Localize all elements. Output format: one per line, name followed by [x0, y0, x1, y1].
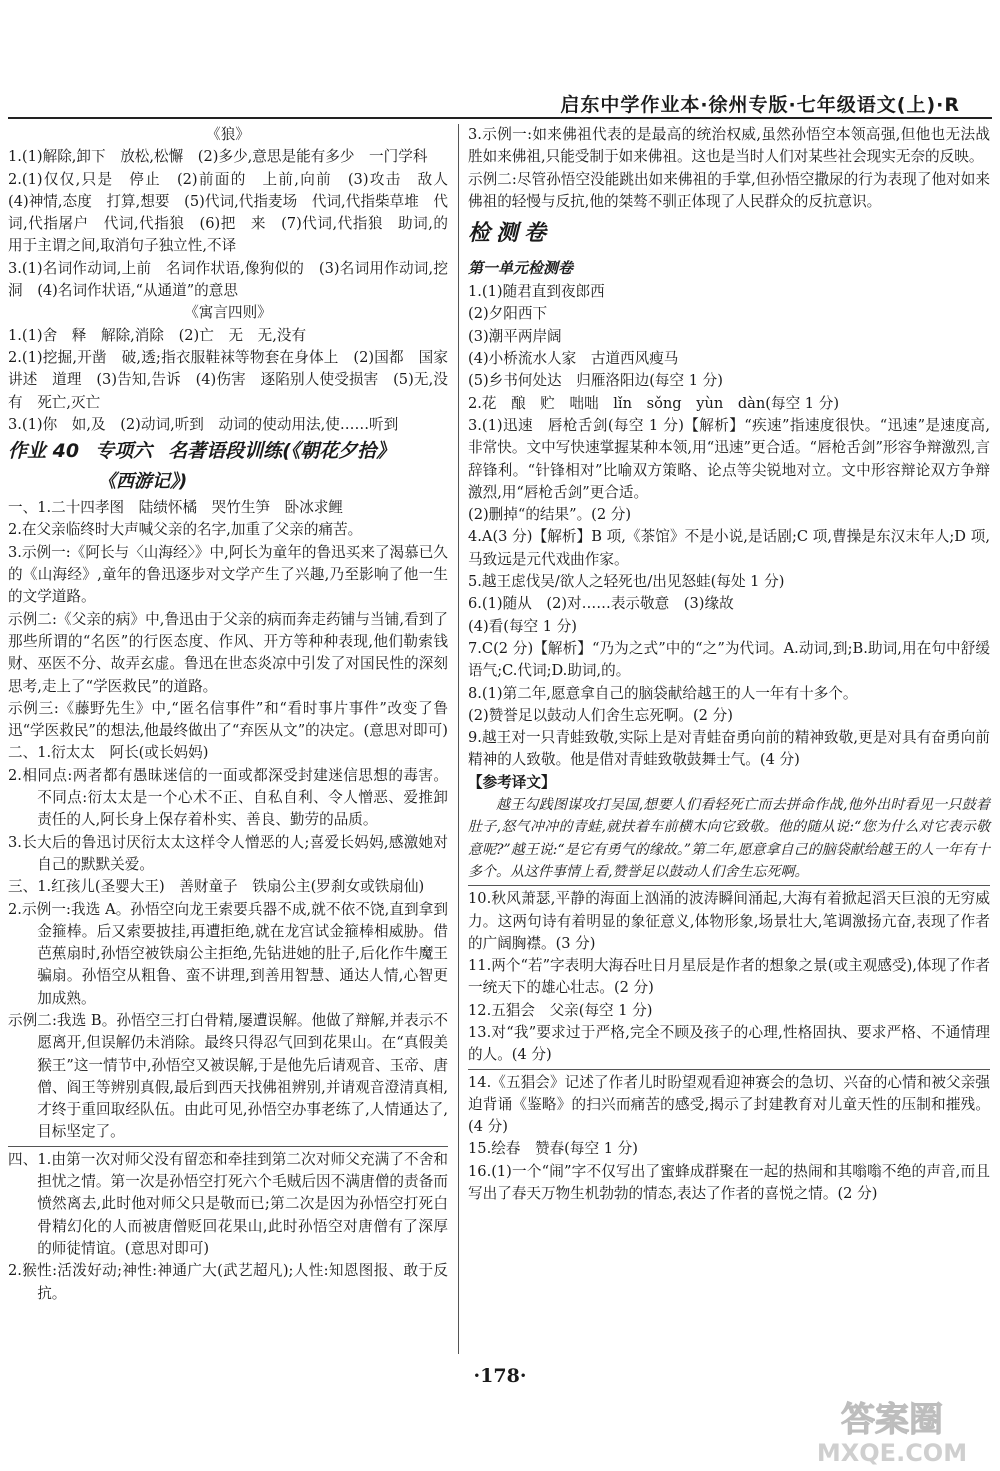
fable-answer-3: 3.(1)你 如,及 (2)动词,听到 动词的使动用法,使……听到 [8, 415, 399, 433]
t2: 2.花 酿 贮 咄咄 lǐn sǒng yùn dàn(每空 1 分) [468, 394, 840, 412]
page-header [0, 0, 1000, 120]
t1-2: (2)夕阳西下 [468, 305, 548, 323]
fable-answer-2: 2.(1)挖掘,开凿 破,透;指衣服鞋袜等物套在身体上 (2)国都 国家 讲述 道理 (3)告知,告诉 (4)伤害 逐陷别人使受损害 (5)无,没有 死亡,灭亡 [8, 348, 463, 411]
t3: 3.(1)迅速 唇枪舌剑(每空 1 分)【解析】“疾速”指速度很快。“迅速”是速度高,非常快。文中写快速掌握某种本领,用“迅速”更合适。“唇枪舌剑”形容争辩激烈,言辞锋利。“针锋相对”比喻双方策略、论点等尖锐地对立。文中形容辩论双方争辩激烈,用“唇枪舌剑”更合适。 [468, 416, 990, 501]
q1-example-2: 示例二:《父亲的病》中,鲁迅由于父亲的病而奔走药铺与当铺,看到了那些所谓的“名医”的行医态度、作风、开方等种种表现,他们勒索钱财、巫医不分、故弄玄虚。鲁迅在世态炎凉中引发了对国民性的深刻思考,走上了“学医救民”的道路。 [8, 610, 448, 695]
wolf-title: 《狼》 [206, 126, 250, 143]
section-divider [468, 885, 990, 886]
header-rule [8, 117, 992, 119]
q1-1: 一、1.二十四孝图 陆绩怀橘 哭竹生笋 卧冰求鲤 [8, 499, 343, 517]
t14: 14.《五猖会》记述了作者儿时盼望观看迎神赛会的急切、兴奋的心情和被父亲强迫背诵《鉴略》的扫兴而痛苦的感受,揭示了封建教育对儿童天性的压制和摧残。(4 分) [468, 1073, 990, 1136]
r3: 3.示例一:如来佛祖代表的是最高的统治权威,虽然孙悟空本领高强,但他也无法战胜如来佛祖,只能受制于如来佛祖。这也是当时人们对某些社会现实无奈的反映。 [468, 126, 990, 166]
fable-title: 《寓言四则》 [184, 304, 272, 322]
t8: 8.(1)第二年,愿意拿自己的脑袋献给越王的人一年有十多个。 [468, 684, 858, 702]
xiyou-title: 《西游记》) [98, 471, 188, 493]
t9: 9.越王对一只青蛙致敬,实际上是对青蛙奋勇向前的精神致敬,更是对具有奋勇向前精神的人致敬。他是借对青蛙致敬鼓舞士气。(4 分) [468, 729, 990, 769]
t8-2: (2)赞誉足以鼓动人们舍生忘死啊。(2 分) [468, 706, 733, 724]
assignment-heading [8, 436, 448, 467]
t7: 7.C(2 分)【解析】“乃为之式”中的“之”为代词。A.动词,到;B.助词,用在句中舒缓语气;C.代词;D.助词,的。 [468, 639, 990, 680]
watermark-text-top: 答案圈 [841, 1400, 943, 1440]
q3-2: 2.示例一:我选 A。孙悟空向龙王索要兵器不成,就不依不饶,直到拿到金箍棒。后又索要披挂,再遭拒绝,就在龙宫试金箍棒相威胁。借芭蕉扇时,孙悟空被铁扇公主拒绝,先钻进她的肚子,后化作牛魔王骗扇。孙悟空从粗鲁、蛮不讲理,到善用智慧、通达人情,心智更加成熟。 [8, 900, 448, 1007]
q2-3: 3.长大后的鲁迅讨厌衍太太这样令人憎恶的人;喜爱长妈妈,感激她对自己的默默关爱。 [8, 833, 448, 873]
q2-1: 二、1.衍太太 阿长(或长妈妈) [8, 744, 209, 762]
t3-2: (2)删掉“的结果”。(2 分) [468, 506, 632, 524]
q1-example-3: 示例三:《藤野先生》中,“匿名信事件”和“看时事片事件”改变了鲁迅“学医救民”的想法,他最终做出了“弃医从文”的决定。(意思对即可) [8, 699, 448, 740]
fable-answer-1: 1.(1)舍 释 解除,消除 (2)亡 无 无,没有 [8, 326, 307, 344]
q4-2: 2.猴性:活泼好动;神性:神通广大(武艺超凡);人性:知恩图报、敢于反抗。 [8, 1262, 448, 1302]
header-title: 启东中学作业本·徐州专版·七年级语文(上)·R [560, 94, 960, 116]
assignment-number: 作业 40 [8, 440, 80, 463]
watermark-logo [792, 1395, 992, 1467]
wolf-answer-1: 1.(1)解除,卸下 放松,松懈 (2)多少,意思是能有多少 一门学科 [8, 148, 428, 166]
t5: 5.越王虑伐吴/欲人之轻死也/出见怒蛙(每处 1 分) [468, 573, 785, 591]
section-divider [468, 1069, 990, 1070]
q4-1: 四、1.由第一次对师父没有留恋和牵挂到第二次对师父充满了不舍和担忧之情。第一次是孙悟空打死六个毛贼后因不满唐僧的责备而愤然离去,此时他对师父只是敬而已;第二次是因为孙悟空打死白骨精幻化的人而被唐僧贬回花果山,此时孙悟空对唐僧有了深厚的师徒情谊。(意思对即可) [8, 1150, 448, 1257]
t1-4: (4)小桥流水人家 古道西风瘦马 [468, 350, 679, 368]
t6b: (4)看(每空 1 分) [468, 617, 577, 635]
reference-translation-text: 越王勾践图谋攻打吴国,想要人们看轻死亡而去拼命作战,他外出时看见一只鼓着肚子,怒气冲冲的青蛙,就扶着车前横木向它致敬。他的随从说:“您为什么对它表示敬意呢?”越王说:“是它有勇气的缘故。”第二年,愿意拿自己的脑袋献给越王的人一年有十多个。从这件事情上看,赞誉足以鼓动人们舍生忘死啊。 [468, 797, 990, 880]
column-divider [458, 124, 459, 1354]
t16: 16.(1)一个“闹”字不仅写出了蜜蜂成群聚在一起的热闹和其嗡嗡不绝的声音,而且写出了春天万物生机勃勃的情态,表达了作者的喜悦之情。(2 分) [468, 1162, 990, 1203]
t1-3: (3)潮平两岸阔 [468, 327, 562, 345]
t15: 15.绘春 赞春(每空 1 分) [468, 1140, 638, 1158]
wolf-answer-3: 3.(1)名词作动词,上前 名词作状语,像狗似的 (3)名词用作动词,挖洞 (4)名词作状语,“从通道”的意思 [8, 259, 448, 300]
wolf-answer-2: 2.(1)仅仅,只是 停止 (2)前面的 上前,向前 (3)攻击 敌人 (4)神情,态度 打算,想要 (5)代词,代指麦场 代词,代指柴草堆 代词,代指屠户 代词,代指狼 (6)把 来 (7)代词,代指狼 助词,的 用于主谓之间,取消句子独立性,不译 [8, 170, 463, 255]
q2-2: 2.相同点:两者都有愚昧迷信的一面或都深受封建迷信思想的毒害。不同点:衍太太是一个心术不正、自私自利、令人憎恶、爱推卸责任的人,阿长身上保存着朴实、善良、勤劳的品质。 [8, 766, 448, 829]
page-number: ·178· [473, 1365, 527, 1387]
t13: 13.对“我”要求过于严格,完全不顾及孩子的心理,性格固执、要求严格、不通情理的人。(4 分) [468, 1023, 990, 1064]
right-column [468, 124, 990, 1205]
t1-5: (5)乡书何处达 归雁洛阳边(每空 1 分) [468, 372, 723, 390]
reference-translation-title: 【参考译文】 [468, 773, 556, 791]
t6a: 6.(1)随从 (2)对……表示敬意 (3)缘故 [468, 595, 734, 613]
test-section-title: 检测卷 [468, 221, 553, 247]
left-column [8, 124, 463, 1305]
t4: 4.A(3 分)【解析】B 项,《茶馆》不是小说,是话剧;C 项,曹操是东汉末年人;D 项,马致远是元代戏曲作家。 [468, 528, 990, 568]
t1-1: 1.(1)随君直到夜郎西 [468, 283, 605, 301]
q3-1: 三、1.红孩儿(圣婴大王) 善财童子 铁扇公主(罗刹女或铁扇仙) [8, 878, 425, 896]
unit-test-title: 第一单元检测卷 [468, 259, 574, 278]
r3-example-2: 示例二:尽管孙悟空没能跳出如来佛祖的手掌,但孙悟空撒尿的行为表现了他对如来佛祖的轻慢与反抗,他的桀骜不驯正体现了人民群众的反抗意识。 [468, 170, 990, 210]
q1-3: 3.示例一:《阿长与〈山海经〉》中,阿长为童年的鲁迅买来了渴慕已久的《山海经》,童年的鲁迅逐步对文学产生了兴趣,乃至影响了他一生的文学道路。 [8, 543, 448, 606]
assignment-name: 名著语段训练(《朝花夕拾》 [168, 440, 396, 463]
watermark-text-bottom: MXQE.COM [816, 1439, 968, 1467]
q3-example-2: 示例二:我选 B。孙悟空三打白骨精,屡遭误解。他做了辩解,并表示不愿离开,但误解仍未消除。最终只得忍气回到花果山。在“真假美猴王”这一情节中,孙悟空又被误解,于是他先后请观音、玉帝、唐僧、阎王等辨别真假,最后到西天找佛祖辨别,并请观音澄清真相,才终于重回取经队伍。由此可见,孙悟空办事老练了,人情通达了,目标坚定了。 [8, 1011, 448, 1141]
q1-2: 2.在父亲临终时大声喊父亲的名字,加重了父亲的痛苦。 [8, 521, 363, 539]
t10: 10.秋风萧瑟,平静的海面上汹涌的波涛瞬间涌起,大海有着掀起滔天巨浪的无穷威力。这两句诗有着明显的象征意义,体物形象,场景壮大,笔调激扬亢奋,表现了作者的广阔胸襟。(3 分) [468, 890, 990, 952]
t12: 12.五猖会 父亲(每空 1 分) [468, 1001, 653, 1019]
section-divider [8, 1146, 448, 1147]
assignment-topic: 专项六 [95, 440, 153, 463]
t11: 11.两个“若”字表明大海吞吐日月星辰是作者的想象之景(或主观感受),体现了作者一统天下的雄心壮志。(2 分) [468, 957, 990, 997]
